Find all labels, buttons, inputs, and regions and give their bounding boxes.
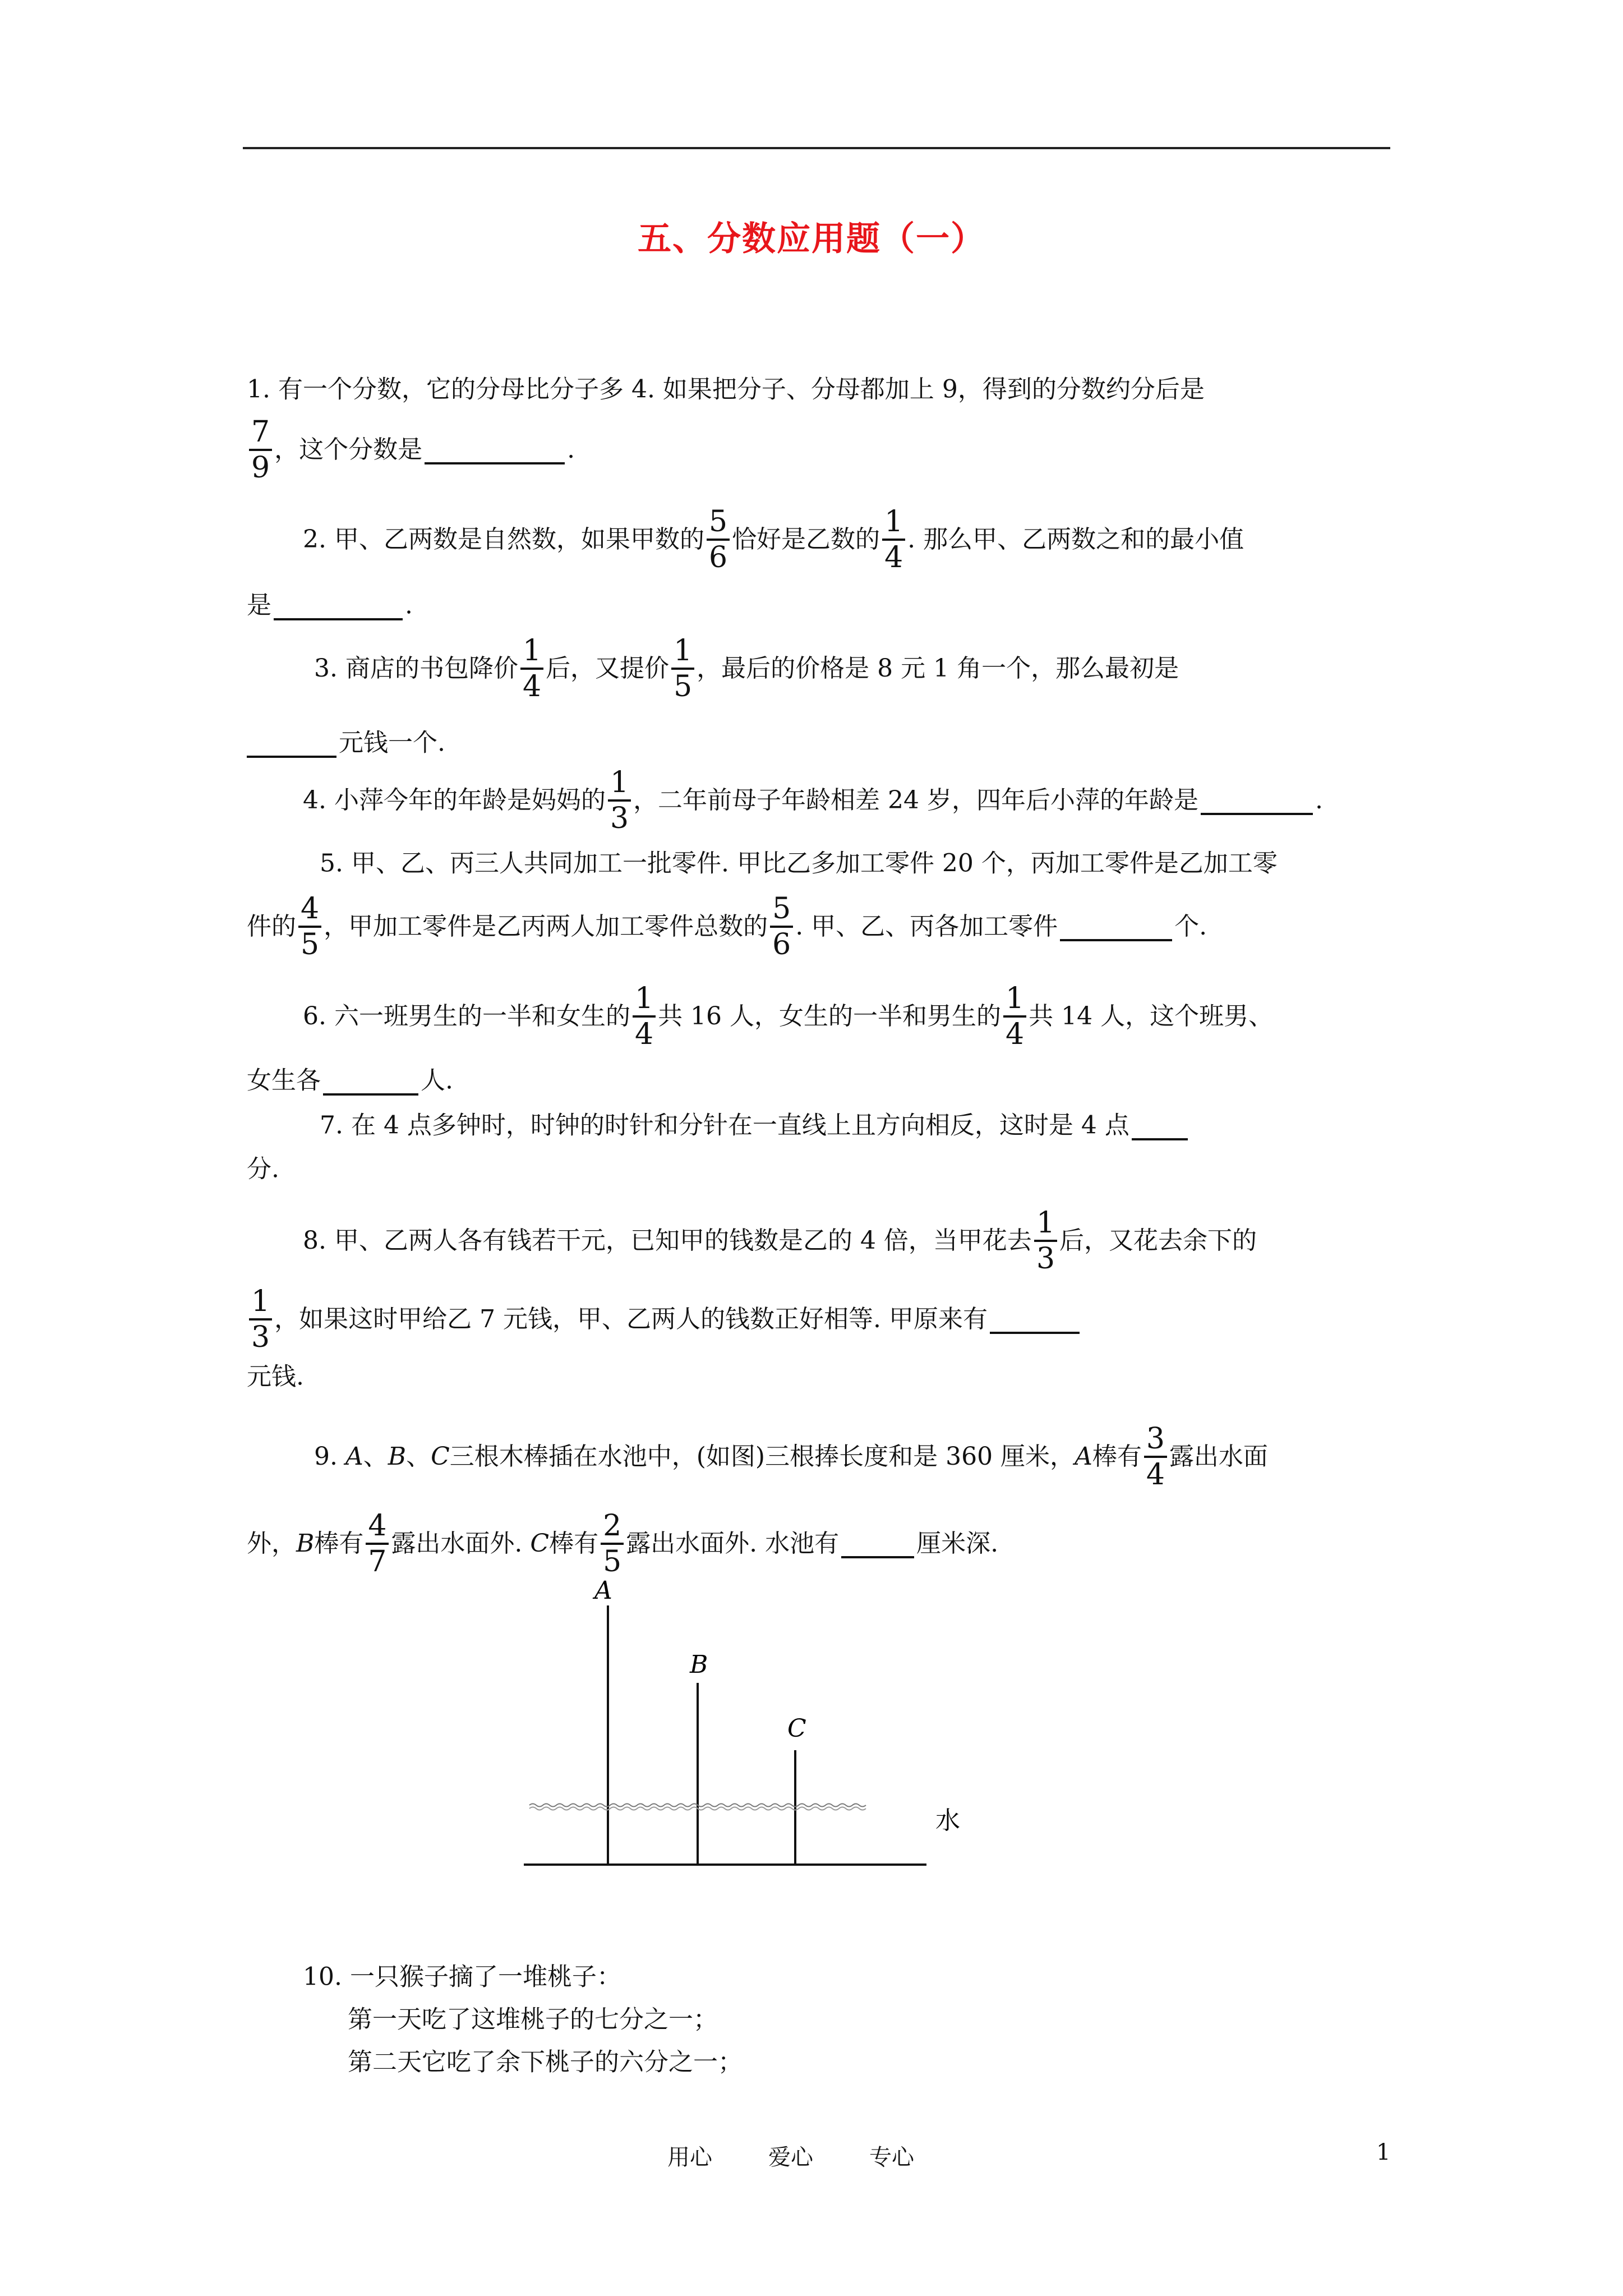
q7-line2: 分. (247, 1154, 279, 1184)
label-c: C (787, 1714, 806, 1743)
q3-answer-blank[interactable] (247, 729, 336, 758)
q4-answer-blank[interactable] (1201, 786, 1313, 815)
q3-line1: 3. 商店的书包降价 $\frac{1}{4}$ 后，又提价 $\frac{1}{5}$ ，最后的价格是 8 元 1 角一个，那么最初是 (314, 634, 1179, 703)
q7-line1: 7. 在 4 点多钟时，时钟的时针和分针在一直线上且方向相反，这时是 4 点 (320, 1106, 1399, 1144)
q10-line2: 第一天吃了这堆桃子的七分之一； (348, 2005, 718, 2034)
page-title: 五、分数应用题（一） (638, 219, 985, 259)
label-a: A (594, 1576, 612, 1605)
q2-answer-blank[interactable] (274, 591, 403, 620)
q5-fraction-2: $\frac{5}{6}$ (770, 892, 793, 961)
q1-answer-blank[interactable] (425, 435, 565, 464)
q6-answer-blank[interactable] (323, 1066, 418, 1096)
q4-line: 4. 小萍今年的年龄是妈妈的 $\frac{1}{3}$ ，二年前母子年龄相差 24 岁，四年后小萍的年龄是 . (303, 766, 1324, 835)
q2-fraction-1: $\frac{5}{6}$ (707, 505, 730, 574)
q7-answer-blank[interactable] (1132, 1111, 1188, 1140)
q8-line3: 元钱. (247, 1362, 304, 1391)
water-label: 水 (935, 1806, 960, 1835)
q1-line1 (247, 370, 1399, 408)
q6-line1: 6. 六一班男生的一半和女生的 $\frac{1}{4}$ 共 16 人，女生的一半和男生的 $\frac{1}{4}$ 共 14 人，这个班男、 (303, 982, 1274, 1051)
q1-fraction: $\frac{7}{9}$ (249, 415, 272, 485)
q1-line2: $\frac{7}{9}$ ，这个分数是 . (247, 415, 1399, 488)
q9-answer-blank[interactable] (841, 1529, 914, 1558)
q1-text: 1. 有一个分数，它的分母比分子多 4. 如果把分子、分母都加上 9，得到的分数约分后是 (247, 375, 1205, 404)
q2-line2: 是 . (247, 591, 413, 620)
q9-line2: 外，B棒有 $\frac{4}{7}$ 露出水面外. C棒有 $\frac{2}{5}$ 露出水面外. 水池有 厘米深. (247, 1509, 999, 1579)
q9-line1: 9. A、B、C三根木棒插在水池中，(如图)三根捧长度和是 360 厘米，A棒有 $\frac{3}{4}$ 露出水面 (314, 1422, 1268, 1492)
q2-fraction-2: $\frac{1}{4}$ (882, 505, 905, 574)
header-rule (243, 147, 1390, 149)
q5-line1: 5. 甲、乙、丙三人共同加工一批零件. 甲比乙多加工零件 20 个，丙加工零件是乙加工零 (320, 849, 1278, 878)
q9-fraction-3: $\frac{2}{5}$ (601, 1509, 624, 1579)
label-b: B (690, 1650, 708, 1679)
q4-fraction: $\frac{1}{3}$ (608, 766, 631, 835)
q6-line2: 女生各 人. (247, 1066, 453, 1095)
q5-line2: 件的 $\frac{4}{5}$ ，甲加工零件是乙丙两人加工零件总数的 $\frac{5}{6}$ . 甲、乙、丙各加工零件 个. (247, 892, 1207, 961)
q9-fraction-2: $\frac{4}{7}$ (366, 1509, 389, 1579)
q9-fraction-1: $\frac{3}{4}$ (1144, 1422, 1167, 1492)
q5-fraction-1: $\frac{4}{5}$ (298, 892, 321, 961)
q10-line3: 第二天它吃了余下桃子的六分之一； (348, 2047, 743, 2077)
q5-answer-blank[interactable] (1060, 912, 1172, 941)
q8-line1: 8. 甲、乙两人各有钱若干元，已知甲的钱数是乙的 4 倍，当甲花去 $\frac{1}{3}$ 后，又花去余下的 (303, 1206, 1257, 1276)
q8-answer-blank[interactable] (990, 1305, 1080, 1334)
q2-line1: 2. 甲、乙两数是自然数，如果甲数的 $\frac{5}{6}$ 恰好是乙数的 $\frac{1}{4}$ . 那么甲、乙两数之和的最小值 (303, 505, 1244, 574)
q3-line2: 元钱一个. (247, 724, 1399, 761)
q3-fraction-2: $\frac{1}{5}$ (671, 634, 694, 703)
q8-fraction-2: $\frac{1}{3}$ (249, 1285, 272, 1354)
footer-item-2: 爱心 (768, 2145, 813, 2170)
page-number: 1 (1376, 2139, 1391, 2165)
footer-item-3: 专心 (869, 2145, 914, 2170)
q6-fraction-2: $\frac{1}{4}$ (1003, 982, 1026, 1051)
footer-item-1: 用心 (667, 2145, 712, 2170)
q10-line1: 10. 一只猴子摘了一堆桃子： (303, 1962, 621, 1991)
q8-fraction-1: $\frac{1}{3}$ (1034, 1206, 1057, 1276)
q6-fraction-1: $\frac{1}{4}$ (633, 982, 656, 1051)
sticks-in-pool-figure (516, 1565, 976, 1879)
q8-line2: $\frac{1}{3}$ ，如果这时甲给乙 7 元钱，甲、乙两人的钱数正好相等. 甲原来有 (247, 1285, 1399, 1354)
q3-fraction-1: $\frac{1}{4}$ (520, 634, 543, 703)
